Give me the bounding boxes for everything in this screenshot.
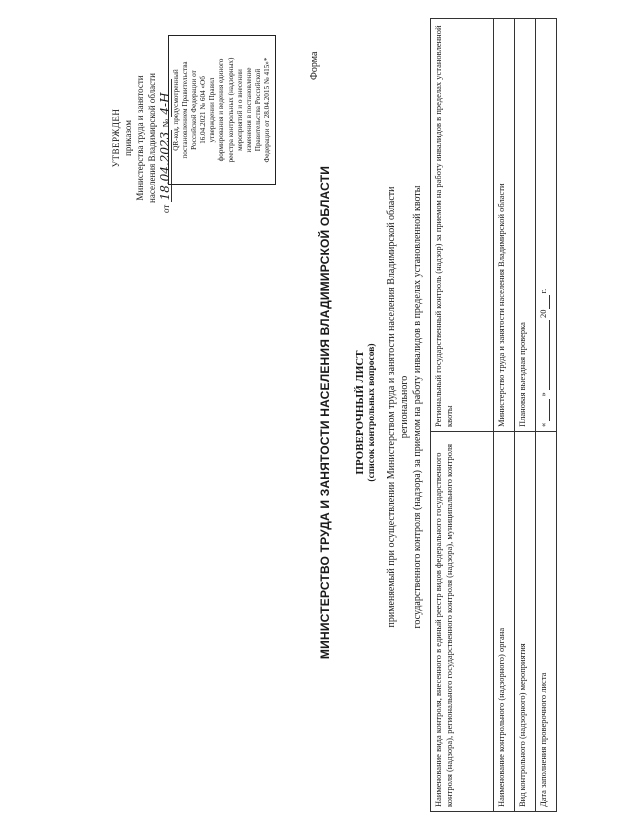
approval-ministry-line-2: населения Владимирской области — [147, 73, 157, 203]
month-blank — [538, 320, 550, 390]
table-row — [494, 19, 515, 812]
document-subtitle: (список контрольных вопросов) — [367, 343, 377, 482]
approval-order-word: приказом — [123, 120, 133, 156]
qr-note-line: утверждении Правил — [208, 77, 217, 143]
qr-note-line: Российской Федерации от — [190, 70, 199, 150]
quote-open: « — [538, 422, 548, 427]
row-value: Министерство труда и занятости населения Владимирской области — [494, 19, 515, 432]
description-line-2: государственного контроля (надзора) за приемом на работу инвалидов в пределах установленной квоты — [412, 185, 423, 629]
quote-close: » — [538, 392, 548, 397]
row-label: Вид контрольного (надзорного) мероприятия — [515, 432, 536, 812]
row-label: Наименование контрольного (надзорного) органа — [494, 432, 515, 812]
qr-placeholder-box — [168, 35, 276, 185]
year-blank — [538, 296, 550, 310]
year-prefix: 20 — [538, 309, 548, 318]
approval-number: 4-Н — [159, 79, 172, 117]
row-value: Региональный государственный контроль (надзор) за приемом на работу инвалидов в пределах установленной квоты — [431, 19, 494, 432]
qr-note-line: постановлением Правительства — [181, 61, 190, 159]
qr-note-line: реестра контрольных (надзорных) — [226, 57, 235, 163]
table-row — [431, 19, 494, 812]
qr-note-line: Федерации от 28.04.2015 № 415»* — [262, 57, 271, 163]
approval-ministry-line-1: Министерства труда и занятости — [135, 75, 145, 201]
row-label: Наименование вида контроля, внесенного в единый реестр видов федерального государственного контроля (надзора), регионального государственного контроля (надзора), муниципального контроля — [431, 432, 494, 812]
approval-number-label: № — [161, 118, 171, 128]
table-row — [536, 19, 557, 812]
form-label: Форма — [309, 51, 320, 80]
approval-heading: УТВЕРЖДЕН — [111, 108, 121, 168]
document-title: ПРОВЕРОЧНЫЙ ЛИСТ — [354, 350, 366, 475]
qr-note-line: QR-код, предусмотренный — [172, 69, 180, 151]
day-blank — [538, 399, 550, 421]
ministry-title: МИНИСТЕРСТВО ТРУДА И ЗАНЯТОСТИ НАСЕЛЕНИЯ ВЛАДИМИРСКОЙ ОБЛАСТИ — [318, 165, 332, 660]
approval-block — [110, 63, 172, 213]
approval-date: 18.04.2023 — [158, 131, 172, 201]
year-suffix: г. — [538, 288, 548, 294]
table-row — [515, 19, 536, 812]
qr-note-line: 16.04.2021 № 604 «Об — [199, 76, 208, 144]
document-description — [385, 167, 424, 647]
row-label: Дата заполнения проверочного листа — [536, 432, 557, 812]
qr-note-line: изменения в постановление — [244, 67, 253, 153]
row-value: Плановая выездная проверка — [515, 19, 536, 432]
approval-ot-label: от — [161, 204, 171, 213]
qr-note-line: Правительства Российской — [253, 68, 262, 152]
fill-date-value[interactable] — [536, 19, 557, 432]
description-line-1: применяемый при осуществлении Министерством труда и занятости населения Владимирской области регионального — [386, 186, 410, 628]
qr-note-line: формирования и ведения единого — [217, 58, 226, 162]
info-table — [430, 18, 557, 812]
qr-note-line: мероприятий и о внесении — [235, 69, 244, 151]
